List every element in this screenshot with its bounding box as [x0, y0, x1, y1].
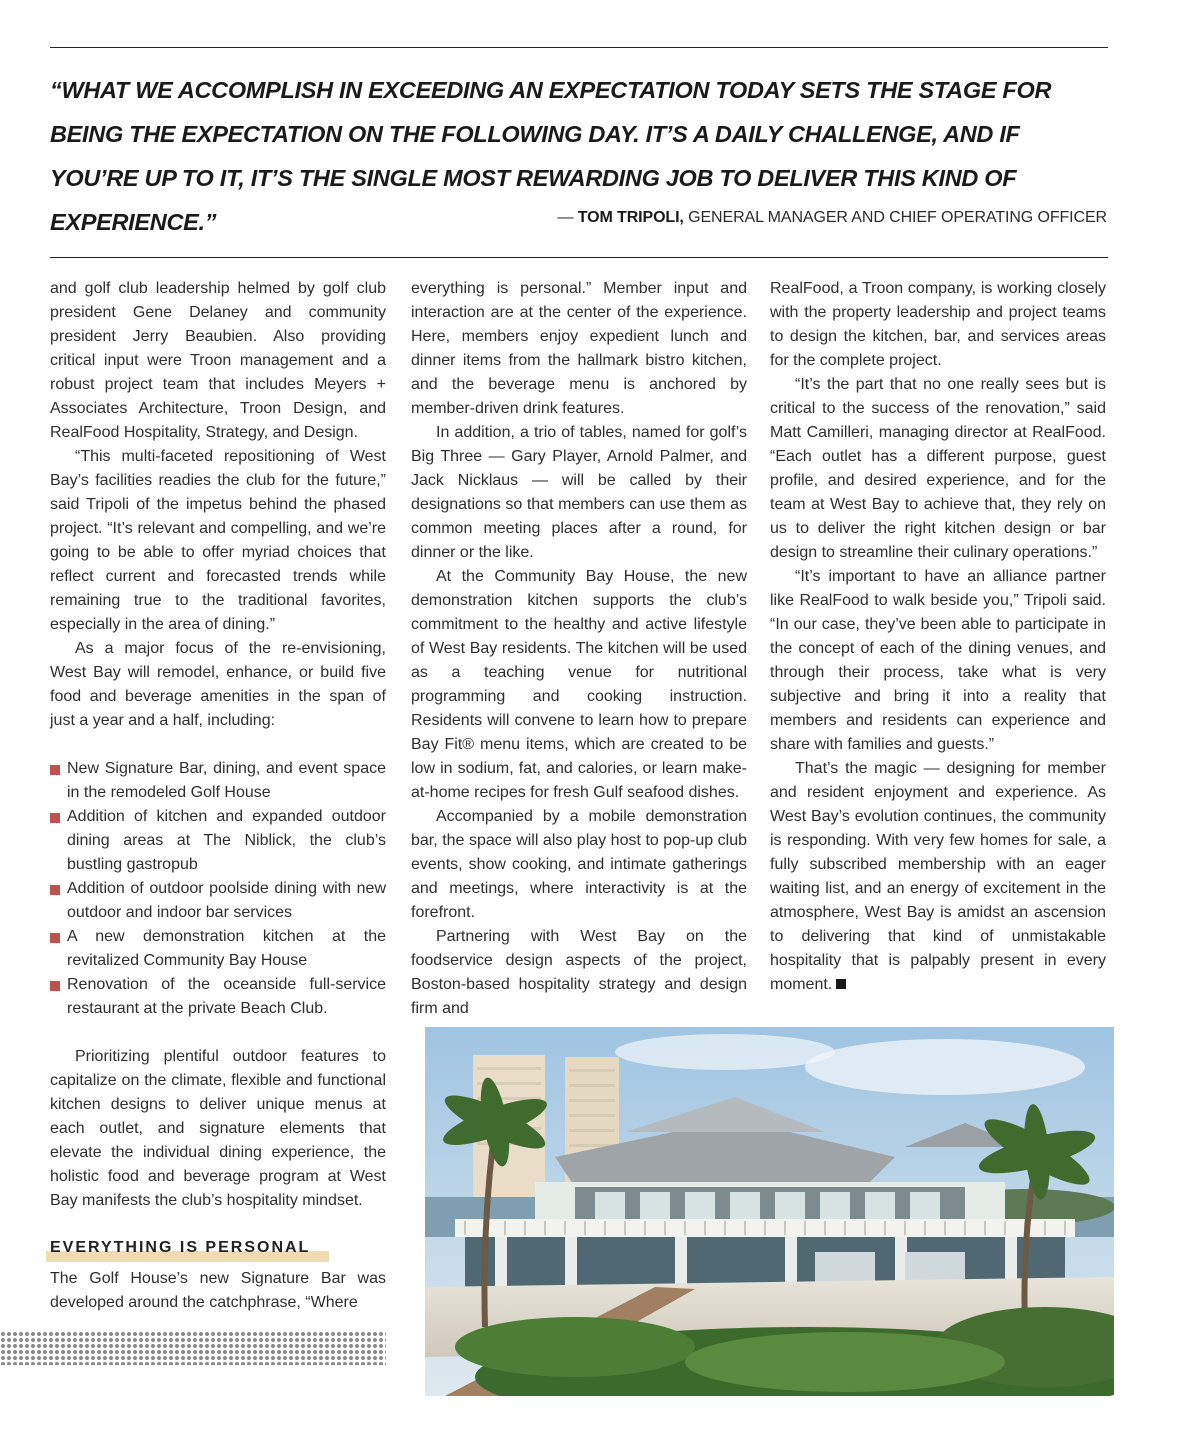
- paragraph-text: That’s the magic — designing for member and resident enjoyment and experience. As West Bay’s evolution continues, the community is responding. With very few homes for sale, a fully subscribed membership with an eager waiting list, and an energy of excitement in the atmosphere, West Bay is amidst an ascension to delivering that kind of unmistakable hospitality that is palpably present in every moment.: [770, 760, 1106, 993]
- paragraph: RealFood, a Troon company, is working closely with the property leadership and project teams to design the kitchen, bar, and services areas for the complete project.: [770, 280, 1106, 369]
- paragraph: everything is personal.” Member input and interaction are at the center of the experience. Here, members enjoy expedient lunch and dinner items from the hallmark bistro kitchen, and the beverage menu is anchored by member-driven drink features.: [411, 280, 747, 417]
- quote-attribution: [557, 209, 1107, 227]
- paragraph: Accompanied by a mobile demonstration bar, the space will also play host to pop-up club events, show cooking, and intimate gatherings and meetings, where interactivity is at the forefront.: [411, 808, 747, 921]
- bullet-square-icon: [50, 813, 60, 823]
- article-column-1: [50, 277, 386, 1315]
- halftone-dot-pattern: [0, 1331, 386, 1365]
- paragraph: “It’s the part that no one really sees but is critical to the success of the renovation,” said Matt Camilleri, managing director at RealFood. “Each outlet has a different purpose, guest profile, and desired experience, and for the team at West Bay to achieve that, they rely on us to deliver the right kitchen design or bar design to streamline their culinary operations.”: [770, 376, 1106, 561]
- top-rule: [50, 47, 1108, 48]
- list-item: [50, 973, 386, 1021]
- article-column-3: [770, 277, 1106, 997]
- attribution-dash: —: [557, 209, 578, 226]
- bullet-square-icon: [50, 885, 60, 895]
- subheading-text: EVERYTHING IS PERSONAL: [50, 1239, 311, 1256]
- clubhouse-rendering-svg: [425, 1027, 1114, 1396]
- list-item-text: Renovation of the oceanside full-service restaurant at the private Beach Club.: [67, 976, 386, 1017]
- paragraph: “It’s important to have an alliance partner like RealFood to walk beside you,” Tripoli said. “In our case, they’ve been able to participate in the concept of each of the dining venues, and through their process, take what is very subjective and bring it into a reality that members and residents can experience and share with families and guests.”: [770, 568, 1106, 753]
- list-item: [50, 805, 386, 877]
- list-item-text: Addition of outdoor poolside dining with new outdoor and indoor bar services: [67, 880, 386, 921]
- paragraph: Prioritizing plentiful outdoor features to capitalize on the climate, flexible and functional kitchen designs to deliver unique menus at each outlet, and signature elements that elevate the individual dining experience, the holistic food and beverage program at West Bay manifests the club’s hospitality mindset.: [50, 1048, 386, 1209]
- bullet-square-icon: [50, 933, 60, 943]
- attribution-name: TOM TRIPOLI,: [577, 209, 684, 226]
- end-mark-icon: [836, 979, 846, 989]
- paragraph: The Golf House’s new Signature Bar was developed around the catchphrase, “Where: [50, 1270, 386, 1311]
- list-item: [50, 925, 386, 973]
- bullet-square-icon: [50, 765, 60, 775]
- paragraph: and golf club leadership helmed by golf club president Gene Delaney and community president Jerry Beaubien. Also providing critical input were Troon management and a robust project team that includes Meyers + Associates Architecture, Troon Design, and RealFood Hospitality, Strategy, and Design.: [50, 280, 386, 441]
- paragraph: At the Community Bay House, the new demonstration kitchen supports the club’s commitment to the healthy and active lifestyle of West Bay residents. The kitchen will be used as a teaching venue for nutritional programming and cooking instruction. Residents will convene to learn how to prepare Bay Fit® menu items, which are created to be low in sodium, fat, and calories, or learn make-at-home recipes for fresh Gulf seafood dishes.: [411, 568, 747, 801]
- paragraph: As a major focus of the re-envisioning, West Bay will remodel, enhance, or build five food and beverage amenities in the span of just a year and a half, including:: [50, 640, 386, 729]
- paragraph: “This multi-faceted repositioning of West Bay’s facilities readies the club for the future,” said Tripoli of the impetus behind the phased project. “It’s relevant and compelling, and we’re going to be able to offer myriad choices that reflect current and forecasted trends while remaining true to the traditional favorites, especially in the area of dining.”: [50, 448, 386, 633]
- paragraph: Partnering with West Bay on the foodservice design aspects of the project, Boston-based hospitality strategy and design firm and: [411, 928, 747, 1017]
- attribution-title: GENERAL MANAGER AND CHIEF OPERATING OFFICER: [683, 209, 1107, 226]
- bullet-square-icon: [50, 981, 60, 991]
- list-item-text: New Signature Bar, dining, and event space in the remodeled Golf House: [67, 760, 386, 801]
- section-subheading: [50, 1237, 329, 1259]
- article-column-2: [411, 277, 747, 1021]
- paragraph: [770, 757, 1106, 997]
- pull-quote: “WHAT WE ACCOMPLISH IN EXCEEDING AN EXPECTATION TODAY SETS THE STAGE FOR BEING THE EXPECTATION ON THE FOLLOWING DAY. IT’S A DAILY CHALLENGE, AND IF YOU’RE UP TO IT, IT’S THE SINGLE MOST REWARDING JOB TO DELIVER THIS KIND OF EXPERIENCE.”: [50, 77, 1052, 235]
- list-item: [50, 877, 386, 925]
- amenities-list: [50, 757, 386, 1021]
- list-item-text: Addition of kitchen and expanded outdoor dining areas at The Niblick, the club’s bustling gastropub: [67, 808, 386, 873]
- quote-bottom-rule: [50, 257, 1108, 258]
- clubhouse-rendering-image: [425, 1027, 1114, 1396]
- list-item-text: A new demonstration kitchen at the revitalized Community Bay House: [67, 928, 386, 969]
- list-item: [50, 757, 386, 805]
- paragraph: In addition, a trio of tables, named for golf’s Big Three — Gary Player, Arnold Palmer, and Jack Nicklaus — will be called by their designations so that members can use them as common meeting places after a round, for dinner or the like.: [411, 424, 747, 561]
